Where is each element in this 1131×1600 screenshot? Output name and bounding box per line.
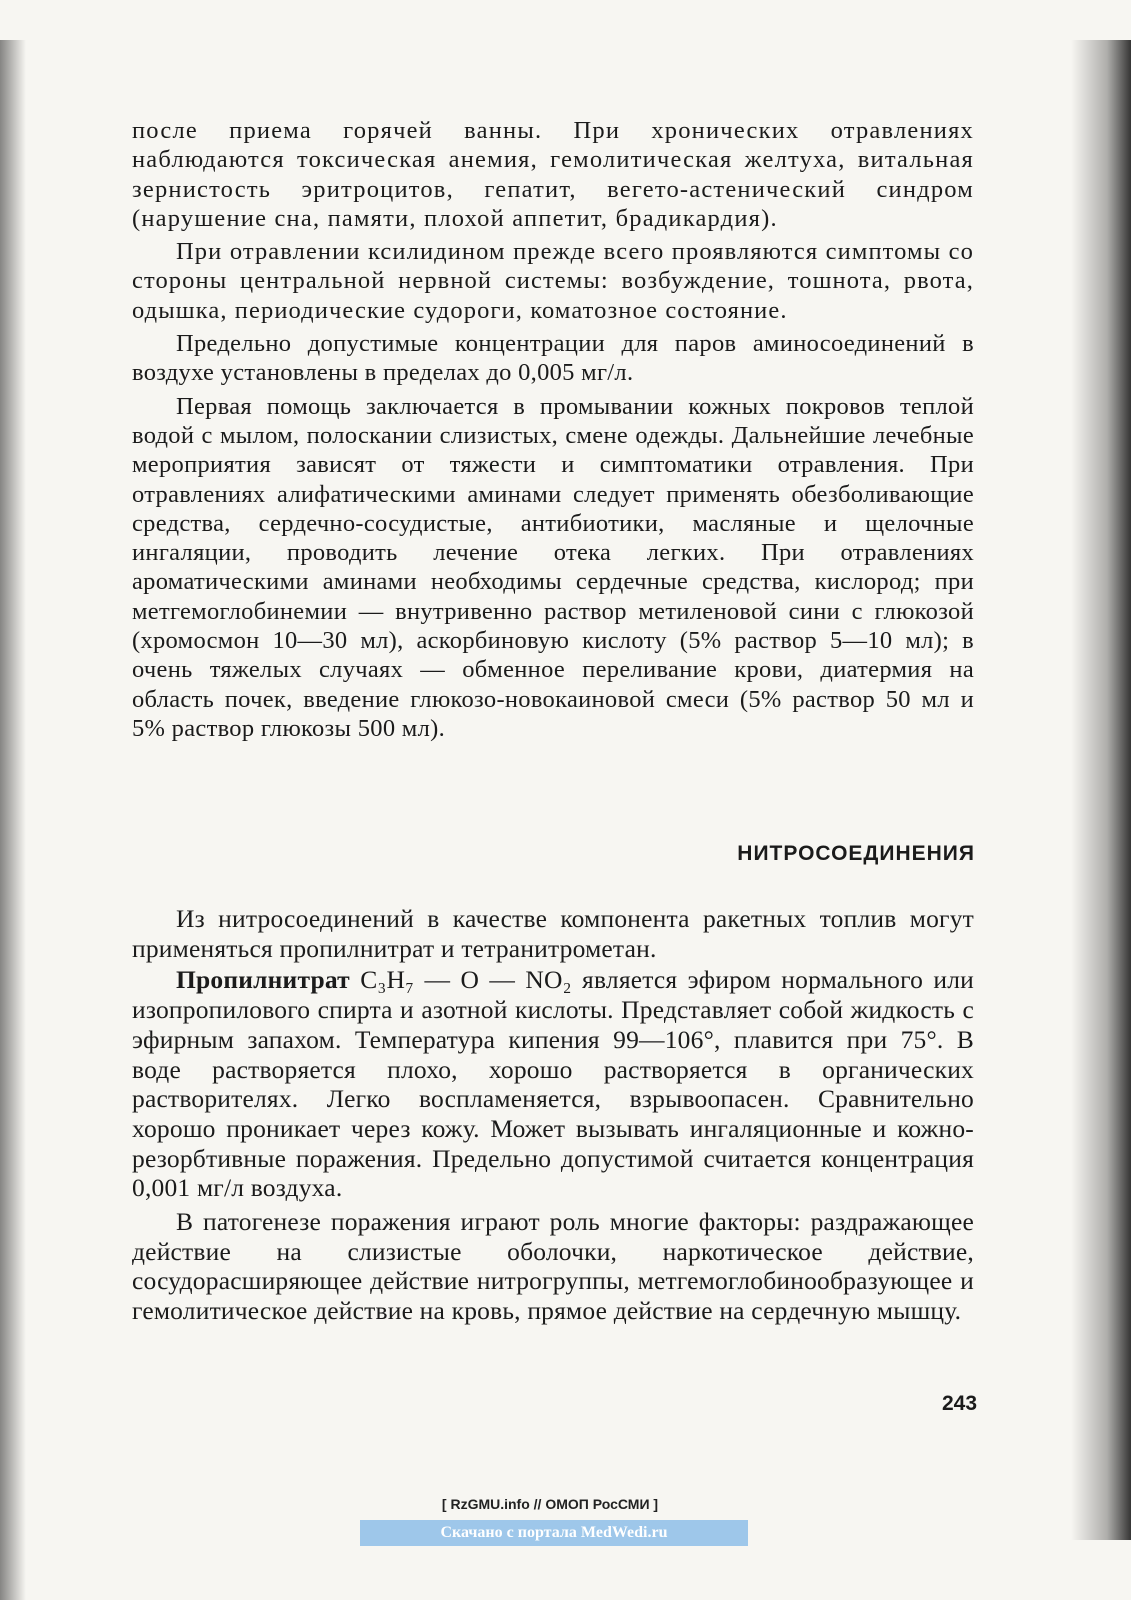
body-text-top (132, 116, 974, 743)
body-text-bottom (132, 904, 974, 1326)
page-number: 243 (942, 1392, 978, 1415)
paragraph-4: Первая помощь заключается в промывании кожных покровов теплой водой с мылом, полоскании слизистых, смене одежды. Дальнейшие лечебные мероприятия зависят от тяжести и симптоматики отравления. При отравлениях алифатическими аминами следует применять обезболивающие средства, сердечно-сосудистые, антибиотики, масляные и щелочные ингаляции, проводить лечение отека легких. При отравлениях ароматическими аминами необходимы сердечные средства, кислород; при метгемоглобинемии — внутривенно раствор метиленовой сини с глюкозой (хромосмон 10—30 мл), аскорбиновую кислоту (5% раствор 5—10 мл); в очень тяжелых случаях — обменное переливание крови, диатермия на область почек, введение глюкозо-новокаиновой смеси (5% раствор 50 мл и 5% раствор глюкозы 500 мл). (132, 392, 974, 742)
scan-edge-left (0, 40, 26, 1600)
paragraph-6 (132, 965, 974, 1203)
footer-download-banner: Скачано с портала MedWedi.ru (360, 1520, 748, 1546)
paragraph-6-text: C₃H₇ — O — NO₂ является эфиром нормального или изопропилового спирта и азотной кислоты. Представляет собой жидкость с эфирным запахом. Температура кипения 99—106°, плавится при 75°. В воде растворяется плохо, хорошо растворяется в органических растворителях. Легко воспламеняется, взрывоопасен. Сравнительно хорошо проникает через кожу. Может вызывать ингаляционные и кожно-резорбтивные поражения. Предельно допустимой считается концентрация 0,001 мг/л воздуха. (132, 965, 974, 1203)
paragraph-1: после приема горячей ванны. При хронических отравлениях наблюдаются токсическая анемия, гемолитическая желтуха, витальная зернистость эритроцитов, гепатит, вегето-астенический синдром (нарушение сна, памяти, плохой аппетит, брадикардия). (132, 117, 974, 232)
paragraph-2: При отравлении ксилидином прежде всего проявляются симптомы со стороны центральной нервной системы: возбуждение, тошнота, рвота, одышка, периодические судороги, коматозное состояние. (132, 238, 974, 324)
term-propylnitrate: Пропилнитрат (176, 965, 350, 995)
paragraph-5: Из нитросоединений в качестве компонента ракетных топлив могут применяться пропилнитрат и тетранитрометан. (132, 904, 974, 963)
scan-edge-right (1071, 40, 1131, 1540)
footer-source-label: [ RzGMU.info // ОМОП РосСМИ ] (441, 1496, 659, 1512)
section-heading: НИТРОСОЕДИНЕНИЯ (737, 842, 975, 865)
paragraph-7: В патогенезе поражения играют роль многие факторы: раздражающее действие на слизистые оболочки, наркотическое действие, сосудорасширяющее действие нитрогруппы, метгемоглобинообразующее и гемолитическое действие на кровь, прямое действие на сердечную мышцу. (132, 1207, 974, 1326)
paragraph-3: Предельно допустимые концентрации для паров аминосоединений в воздухе установлены в пределах до 0,005 мг/л. (132, 330, 974, 387)
